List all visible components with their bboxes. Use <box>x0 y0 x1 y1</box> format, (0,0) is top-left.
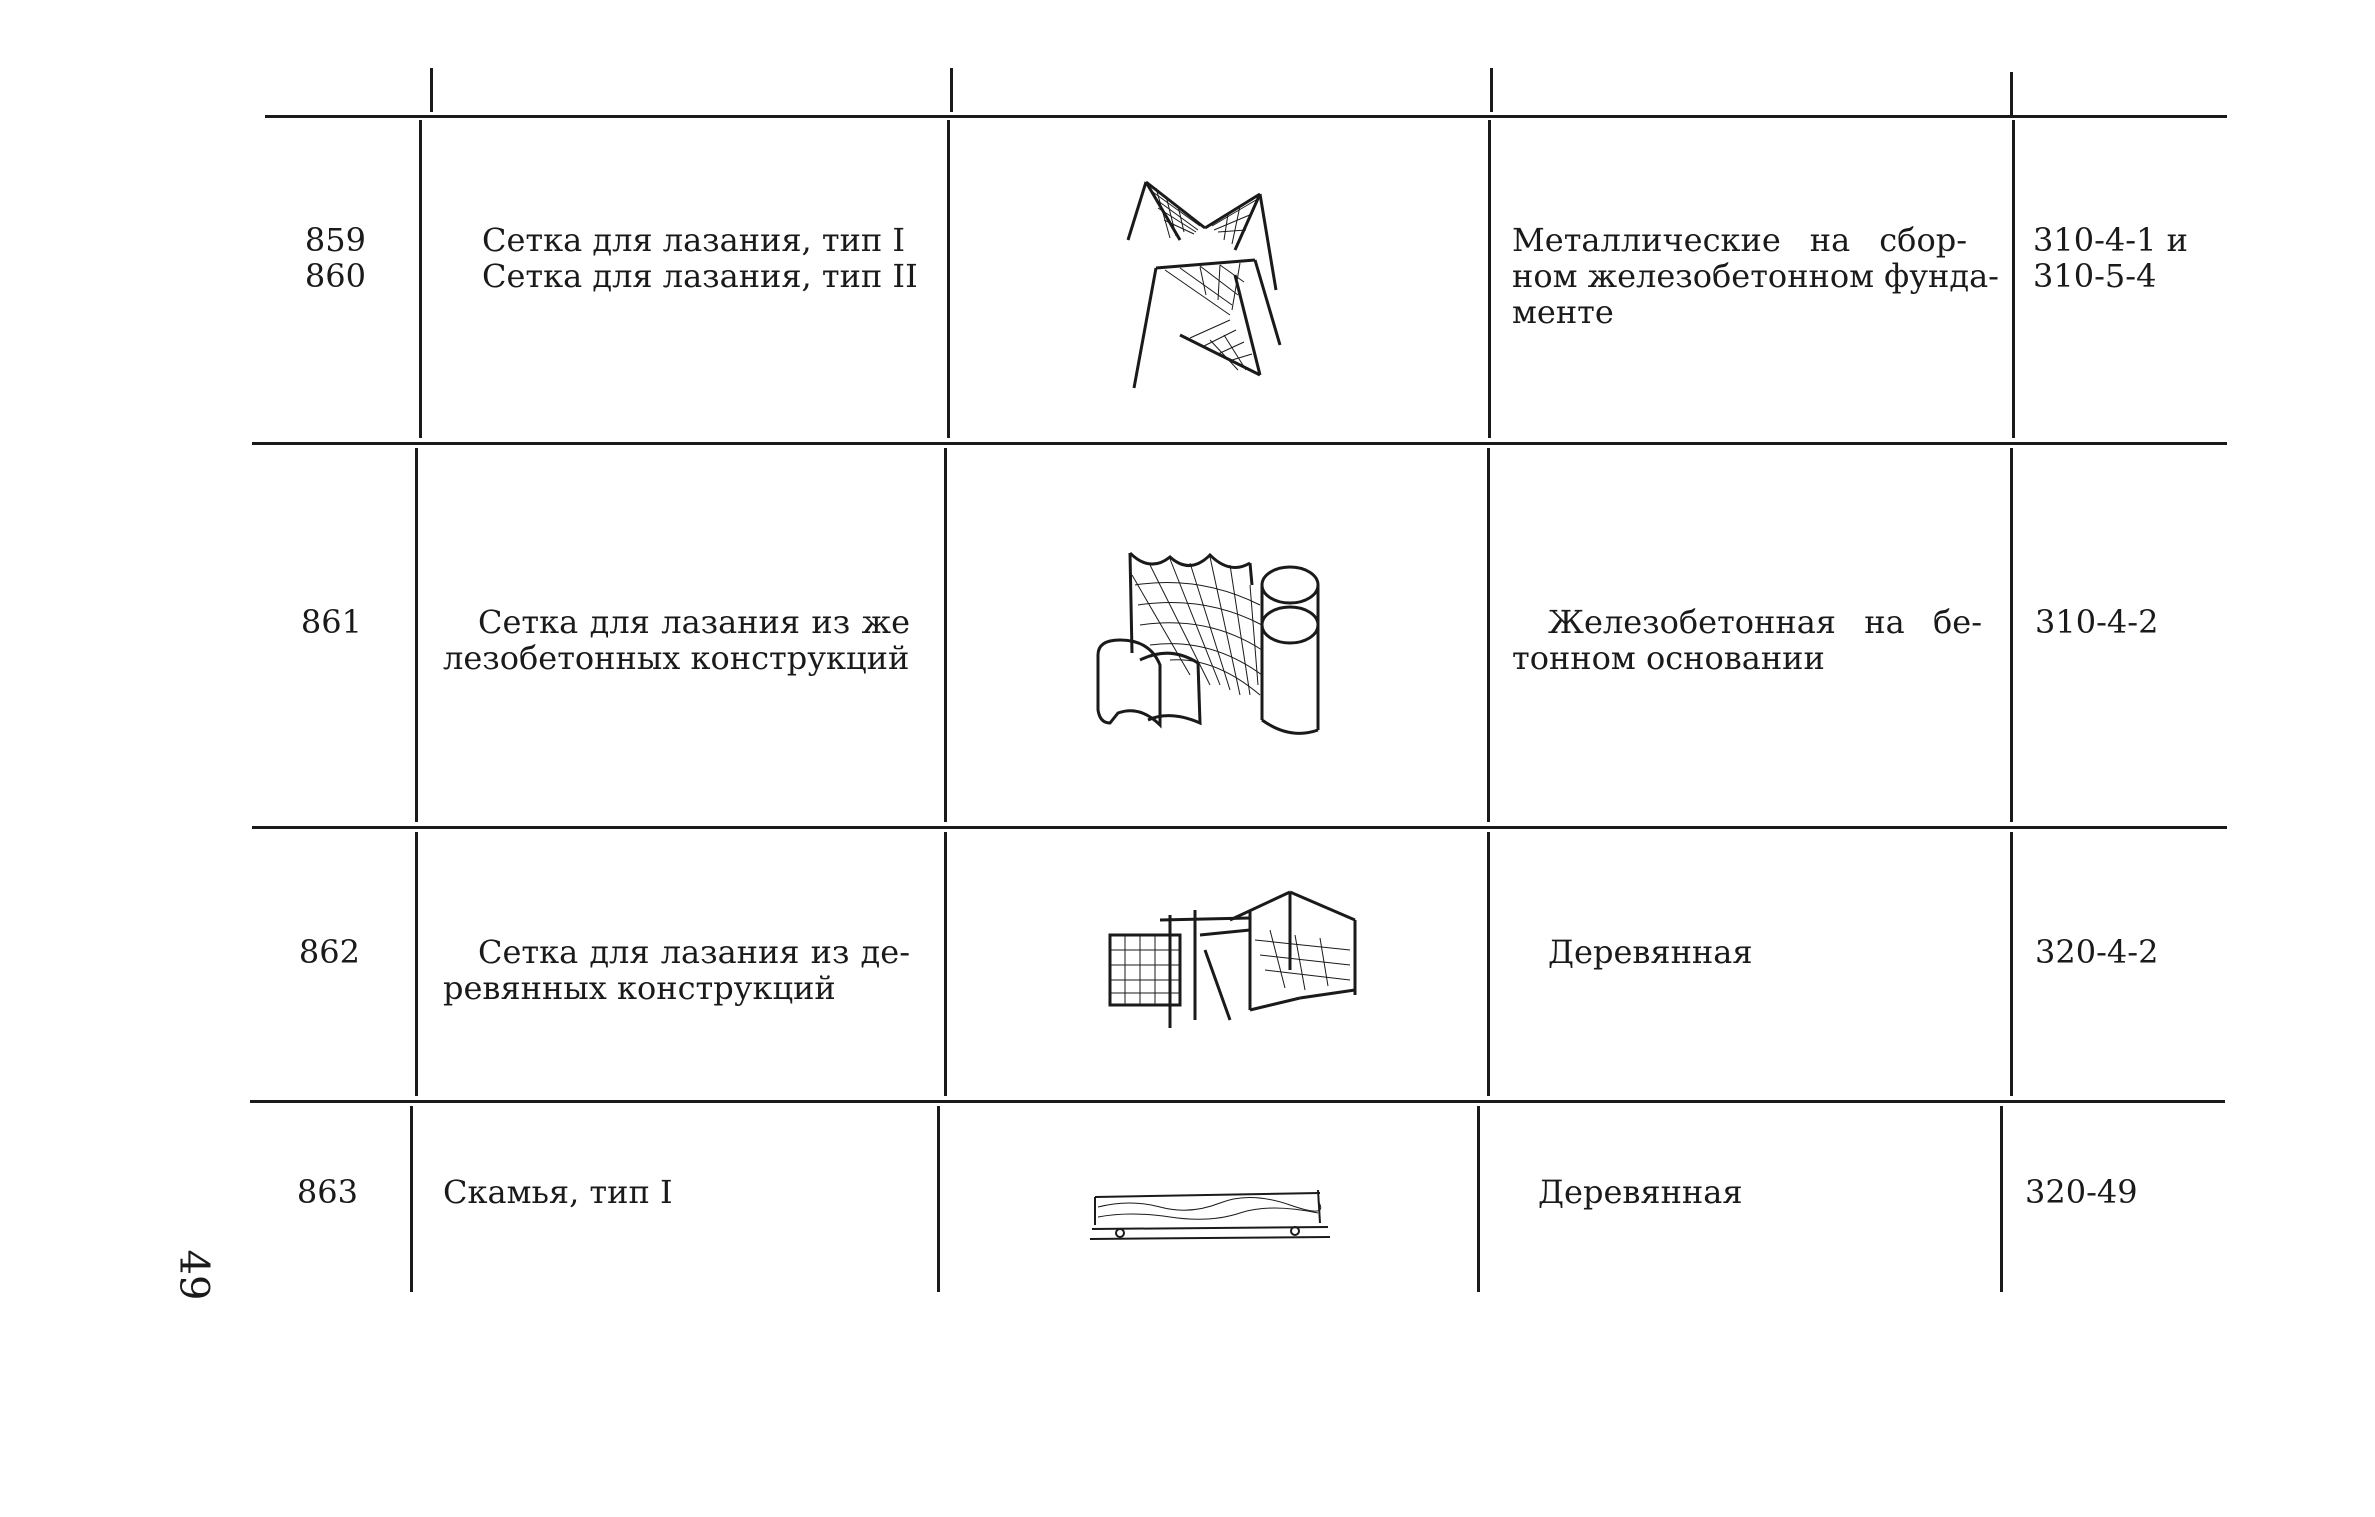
concrete-climbing-net-sketch <box>1090 545 1330 745</box>
item-number: 859 860 <box>304 221 366 295</box>
standard-code: 310-4-1 и 310-5-4 <box>2033 221 2188 295</box>
material-line: ном железобетонном фунда- <box>1512 257 1999 295</box>
row-divider <box>252 826 2227 829</box>
column-rule <box>415 448 418 822</box>
column-rule <box>1487 448 1490 822</box>
column-rule <box>944 832 947 1096</box>
column-rule <box>947 120 950 438</box>
column-rule <box>2010 448 2013 822</box>
standard-code: 320-49 <box>2025 1173 2138 1211</box>
column-rule <box>1488 120 1491 438</box>
header-column-tick <box>950 68 953 112</box>
column-rule <box>937 1106 940 1292</box>
wooden-climbing-net-sketch <box>1100 880 1365 1030</box>
item-name-line: Сетка для лазания, тип II <box>482 257 918 295</box>
material-line: менте <box>1512 293 1614 331</box>
column-rule <box>415 832 418 1096</box>
item-name-line: Сетка для лазания из де- <box>478 933 910 971</box>
header-column-tick <box>2010 72 2013 116</box>
column-rule <box>944 448 947 822</box>
item-number: 862 <box>298 933 360 971</box>
item-name-line: Сетка для лазания, тип I <box>482 221 906 259</box>
column-rule <box>2000 1106 2003 1292</box>
material-line: Металлические на сбор- <box>1512 221 1967 259</box>
item-number: 863 <box>296 1173 358 1211</box>
column-rule <box>419 120 422 438</box>
table-top-rule <box>265 115 2227 118</box>
column-rule <box>2010 832 2013 1096</box>
item-name-line: Сетка для лазания из же <box>478 603 910 641</box>
row-divider <box>252 442 2227 445</box>
standard-code: 310-4-2 <box>2035 603 2159 641</box>
row-divider <box>250 1100 2225 1103</box>
climbing-net-frames-sketch <box>1120 170 1300 400</box>
column-rule <box>410 1106 413 1292</box>
page-number: 49 <box>170 1249 217 1301</box>
header-column-tick <box>1490 68 1493 112</box>
bench-sketch <box>1090 1185 1335 1245</box>
header-column-tick <box>430 68 433 112</box>
material-line: Деревянная <box>1538 1173 1743 1211</box>
standard-code: 320-4-2 <box>2035 933 2159 971</box>
item-name-line: лезобетонных конструкций <box>443 639 910 677</box>
item-number: 861 <box>300 603 362 641</box>
column-rule <box>2012 120 2015 438</box>
material-line: тонном основании <box>1512 639 1825 677</box>
item-name-line: Скамья, тип I <box>443 1173 673 1211</box>
column-rule <box>1477 1106 1480 1292</box>
material-line: Железобетонная на бе- <box>1548 603 1982 641</box>
material-line: Деревянная <box>1548 933 1753 971</box>
column-rule <box>1487 832 1490 1096</box>
item-name-line: ревянных конструкций <box>443 969 836 1007</box>
